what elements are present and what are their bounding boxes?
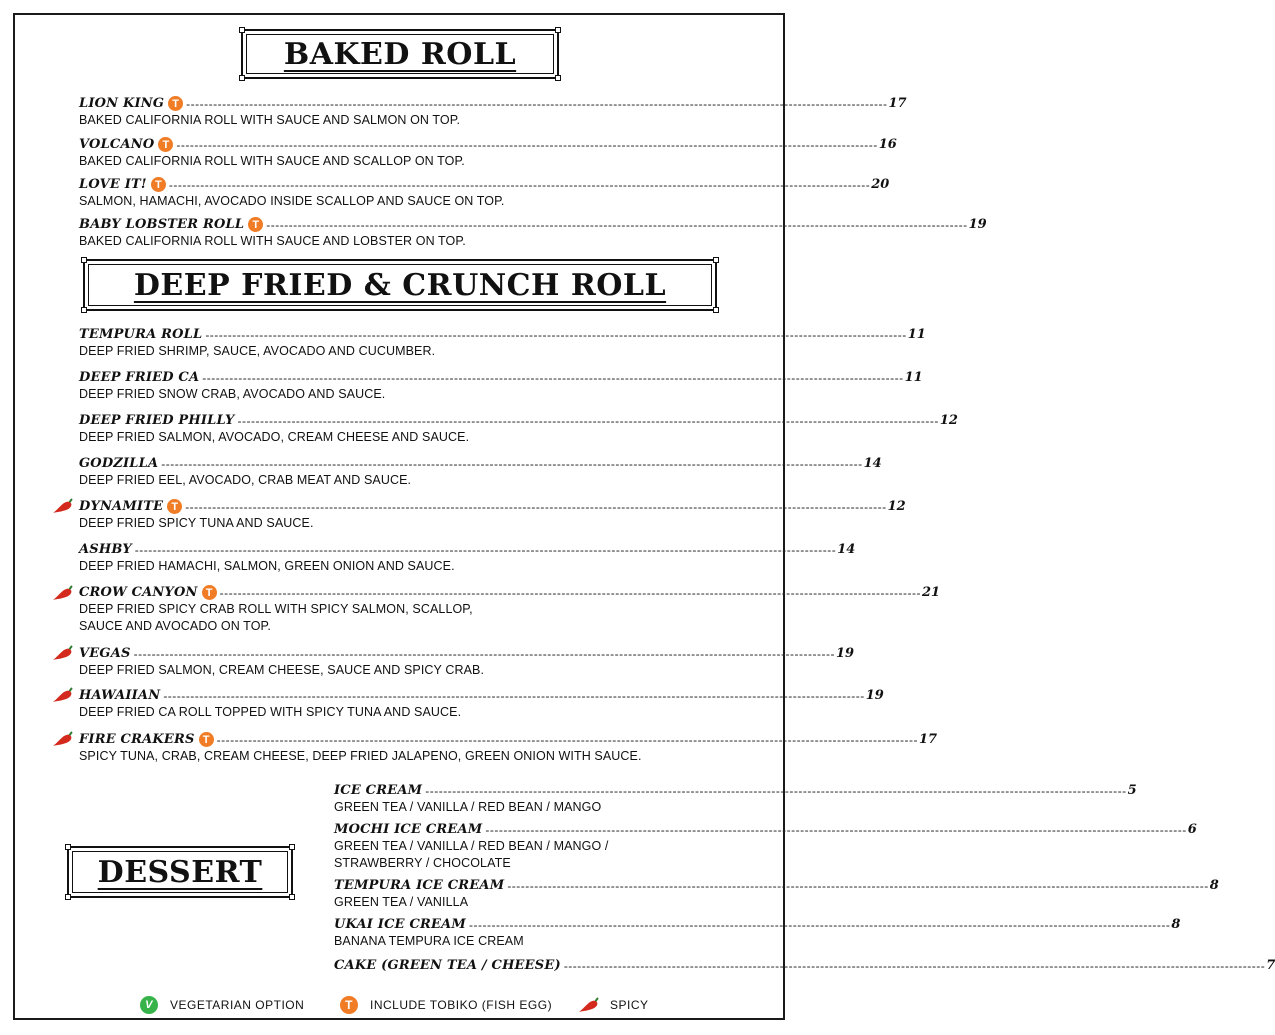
- leader-dots: ------------------------------------------------------------------------------------------------------------------------------------------------------------: [161, 456, 863, 471]
- item-description: GREEN TEA / VANILLA / RED BEAN / MANGO: [334, 800, 602, 814]
- leader-dots: ------------------------------------------------------------------------------------------------------------------------------------------------------------: [186, 96, 888, 111]
- menu-item-deep-fried-ca: [79, 369, 923, 403]
- item-description: SALMON, HAMACHI, AVOCADO INSIDE SCALLOP AND SAUCE ON TOP.: [79, 194, 505, 208]
- menu-item-ashby: [79, 541, 856, 575]
- menu-item-hawaiian: [79, 687, 884, 721]
- leader-dots: ------------------------------------------------------------------------------------------------------------------------------------------------------------: [205, 327, 907, 342]
- item-name: FIRE CRAKERS: [79, 732, 195, 747]
- item-description: GREEN TEA / VANILLA: [334, 895, 469, 909]
- item-price: 6: [1187, 822, 1197, 837]
- item-description-line-2: STRAWBERRY / CHOCOLATE: [334, 856, 511, 870]
- item-description-line-2: SAUCE AND AVOCADO ON TOP.: [79, 619, 271, 633]
- item-price: 17: [918, 732, 938, 747]
- item-name: VOLCANO: [79, 137, 155, 152]
- item-price: 7: [1266, 958, 1275, 973]
- menu-item-ice-cream: [334, 782, 1137, 816]
- spicy-pepper-icon: [578, 996, 602, 1013]
- leader-dots: ------------------------------------------------------------------------------------------------------------------------------------------------------------: [134, 542, 837, 557]
- tobiko-icon: T: [340, 996, 358, 1014]
- deep-fried-title: DEEP FRIED & CRUNCH ROLL: [133, 267, 667, 303]
- leader-dots: ------------------------------------------------------------------------------------------------------------------------------------------------------------: [425, 783, 1127, 798]
- item-name: DEEP FRIED CA: [79, 370, 200, 385]
- item-price: 14: [837, 542, 856, 557]
- item-description: SPICY TUNA, CRAB, CREAM CHEESE, DEEP FRIED JALAPENO, GREEN ONION WITH SAUCE.: [79, 749, 642, 763]
- leader-dots: ------------------------------------------------------------------------------------------------------------------------------------------------------------: [563, 958, 1266, 973]
- leader-dots: ------------------------------------------------------------------------------------------------------------------------------------------------------------: [185, 499, 887, 514]
- tobiko-icon: T: [151, 177, 166, 192]
- leader-dots: ------------------------------------------------------------------------------------------------------------------------------------------------------------: [163, 688, 865, 703]
- item-name: TEMPURA ROLL: [79, 327, 203, 342]
- item-price: 8: [1171, 917, 1181, 932]
- leader-dots: ------------------------------------------------------------------------------------------------------------------------------------------------------------: [216, 732, 918, 747]
- menu-item-tempura-roll: [79, 326, 926, 360]
- legend-tobiko-label: INCLUDE TOBIKO (FISH EGG): [370, 998, 553, 1012]
- item-price: 19: [835, 646, 855, 661]
- legend-vegetarian-label: VEGETARIAN OPTION: [170, 998, 305, 1012]
- tobiko-icon: T: [199, 732, 214, 747]
- menu-item-vegas: [79, 645, 855, 679]
- leader-dots: ------------------------------------------------------------------------------------------------------------------------------------------------------------: [469, 917, 1171, 932]
- item-description: BAKED CALIFORNIA ROLL WITH SAUCE AND LOBSTER ON TOP.: [79, 234, 466, 248]
- menu-item-tempura-ice-cream: [334, 877, 1219, 911]
- menu-item-ukai-ice-cream: [334, 916, 1181, 950]
- item-price: 11: [904, 370, 923, 385]
- item-description: DEEP FRIED SHRIMP, SAUCE, AVOCADO AND CUCUMBER.: [79, 344, 436, 358]
- menu-item-love-it: [79, 176, 890, 210]
- menu-item-godzilla: [79, 455, 882, 489]
- item-name: CAKE (GREEN TEA / CHEESE): [334, 958, 561, 973]
- item-description: DEEP FRIED CA ROLL TOPPED WITH SPICY TUNA AND SAUCE.: [79, 705, 462, 719]
- spicy-pepper-icon: [52, 686, 76, 703]
- spicy-pepper-icon: [52, 584, 76, 601]
- leader-dots: ------------------------------------------------------------------------------------------------------------------------------------------------------------: [266, 217, 968, 232]
- tobiko-icon: T: [248, 217, 263, 232]
- item-price: 20: [871, 177, 890, 192]
- item-description: GREEN TEA / VANILLA / RED BEAN / MANGO /: [334, 839, 609, 853]
- leader-dots: ------------------------------------------------------------------------------------------------------------------------------------------------------------: [485, 822, 1187, 837]
- item-description: BAKED CALIFORNIA ROLL WITH SAUCE AND SCALLOP ON TOP.: [79, 154, 465, 168]
- item-description: BANANA TEMPURA ICE CREAM: [334, 934, 524, 948]
- item-name: CROW CANYON: [79, 585, 198, 600]
- item-name: LOVE IT!: [79, 177, 147, 192]
- leader-dots: ------------------------------------------------------------------------------------------------------------------------------------------------------------: [176, 137, 878, 152]
- item-price: 8: [1209, 878, 1219, 893]
- dessert-title: DESSERT: [97, 854, 263, 890]
- vegetarian-icon: V: [140, 996, 158, 1014]
- item-price: 14: [863, 456, 882, 471]
- item-description: DEEP FRIED SPICY TUNA AND SAUCE.: [79, 516, 314, 530]
- item-name: BABY LOBSTER ROLL: [79, 217, 245, 232]
- baked-roll-title: BAKED ROLL: [283, 36, 517, 72]
- dessert-title-box: [67, 846, 293, 898]
- item-price: 5: [1127, 783, 1137, 798]
- menu-item-baby-lobster-roll: [79, 216, 987, 250]
- item-name: TEMPURA ICE CREAM: [334, 878, 505, 893]
- item-price: 12: [887, 499, 906, 514]
- item-price: 19: [968, 217, 987, 232]
- leader-dots: ------------------------------------------------------------------------------------------------------------------------------------------------------------: [507, 878, 1209, 893]
- legend-spicy-label: SPICY: [610, 997, 649, 1012]
- menu-item-lion-king: [79, 95, 907, 129]
- menu-item-volcano: [79, 136, 897, 170]
- deep-fried-title-box: [83, 259, 717, 311]
- menu-item-fire-crakers: [79, 731, 938, 765]
- item-name: DEEP FRIED PHILLY: [79, 413, 235, 428]
- leader-dots: ------------------------------------------------------------------------------------------------------------------------------------------------------------: [219, 585, 921, 600]
- item-name: DYNAMITE: [79, 499, 164, 514]
- tobiko-icon: T: [167, 499, 182, 514]
- menu-item-dynamite: [79, 498, 906, 532]
- menu-item-deep-fried-philly: [79, 412, 958, 446]
- item-name: HAWAIIAN: [79, 688, 161, 703]
- item-name: MOCHI ICE CREAM: [334, 822, 483, 837]
- leader-dots: ------------------------------------------------------------------------------------------------------------------------------------------------------------: [202, 370, 904, 385]
- leader-dots: ------------------------------------------------------------------------------------------------------------------------------------------------------------: [168, 177, 871, 192]
- menu-item-cake: [334, 957, 1275, 974]
- spicy-pepper-icon: [52, 497, 76, 514]
- item-price: 12: [939, 413, 958, 428]
- item-description: BAKED CALIFORNIA ROLL WITH SAUCE AND SALMON ON TOP.: [79, 113, 461, 127]
- item-name: GODZILLA: [79, 456, 159, 471]
- item-price: 19: [865, 688, 884, 703]
- item-name: VEGAS: [79, 646, 131, 661]
- leader-dots: ------------------------------------------------------------------------------------------------------------------------------------------------------------: [133, 646, 835, 661]
- item-name: LION KING: [79, 96, 165, 111]
- item-description: DEEP FRIED EEL, AVOCADO, CRAB MEAT AND SAUCE.: [79, 473, 412, 487]
- legend-vegetarian: [140, 996, 304, 1014]
- item-price: 11: [907, 327, 926, 342]
- item-price: 21: [922, 585, 941, 600]
- item-description: DEEP FRIED SALMON, CREAM CHEESE, SAUCE AND SPICY CRAB.: [79, 663, 485, 677]
- item-name: ASHBY: [79, 542, 132, 557]
- tobiko-icon: T: [168, 96, 183, 111]
- item-name: ICE CREAM: [334, 783, 423, 798]
- item-price: 17: [888, 96, 907, 111]
- spicy-pepper-icon: [52, 644, 76, 661]
- baked-roll-title-box: [241, 29, 559, 79]
- tobiko-icon: T: [158, 137, 173, 152]
- menu-item-mochi-ice-cream: [334, 821, 1197, 872]
- legend-tobiko: [340, 996, 552, 1014]
- item-name: UKAI ICE CREAM: [334, 917, 467, 932]
- item-price: 16: [878, 137, 897, 152]
- item-description: DEEP FRIED SNOW CRAB, AVOCADO AND SAUCE.: [79, 387, 386, 401]
- legend-spicy: [578, 996, 649, 1013]
- menu-item-crow-canyon: [79, 584, 941, 635]
- tobiko-icon: T: [202, 585, 217, 600]
- leader-dots: ------------------------------------------------------------------------------------------------------------------------------------------------------------: [237, 413, 939, 428]
- item-description: DEEP FRIED SPICY CRAB ROLL WITH SPICY SALMON, SCALLOP,: [79, 602, 473, 616]
- item-description: DEEP FRIED SALMON, AVOCADO, CREAM CHEESE AND SAUCE.: [79, 430, 470, 444]
- item-description: DEEP FRIED HAMACHI, SALMON, GREEN ONION AND SAUCE.: [79, 559, 455, 573]
- spicy-pepper-icon: [52, 730, 76, 747]
